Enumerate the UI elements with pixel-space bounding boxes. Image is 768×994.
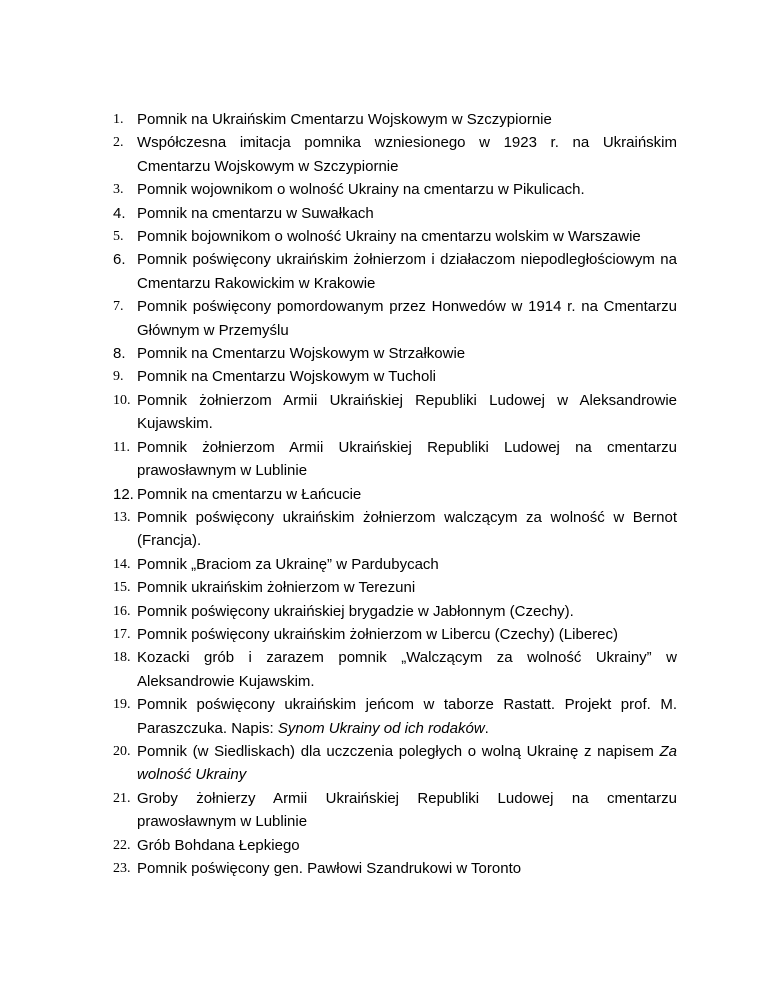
item-number: 16. [113, 603, 131, 619]
item-number: 23. [113, 861, 131, 876]
item-text: Pomnik poświęcony pomordowanym przez Honwedów w 1914 r. na Cmentarzu Głównym w Przemyślu [137, 298, 677, 339]
item-number: 3. [113, 182, 124, 198]
list-item [113, 857, 677, 880]
item-text: Pomnik żołnierzom Armii Ukraińskiej Republiki Ludowej w Aleksandrowie Kujawskim. [137, 391, 677, 433]
item-number: 13. [113, 509, 131, 525]
item-text: Grób Bohdana Łepkiego [137, 836, 300, 854]
list-item [113, 295, 677, 342]
item-number: 21. [113, 790, 131, 806]
list-item [113, 600, 677, 623]
item-number: 2. [113, 135, 124, 151]
item-text: Pomnik poświęcony ukraińskim żołnierzom i działaczom niepodległościowym na Cmentarzu Rakowickim w Krakowie [137, 251, 677, 292]
item-number: 10. [113, 392, 131, 408]
item-number: 22. [113, 837, 131, 853]
item-number: 12. [113, 485, 134, 503]
list-item [113, 225, 677, 248]
item-number: 17. [113, 626, 131, 642]
list-item [113, 483, 677, 506]
item-text: Pomnik na Ukraińskim Cmentarzu Wojskowym w Szczypiornie [137, 111, 552, 128]
item-text: Pomnik bojownikom o wolność Ukrainy na cmentarzu wolskim w Warszawie [137, 228, 641, 246]
item-text: Kozacki grób i zarazem pomnik „Walczącym za wolność Ukrainy” w Aleksandrowie Kujawskim. [137, 649, 677, 690]
item-text: Pomnik na Cmentarzu Wojskowym w Tucholi [137, 368, 436, 386]
item-text-italic: Za wolność Ukrainy [137, 742, 677, 784]
item-number: 18. [113, 650, 131, 666]
item-text: Groby żołnierzy Armii Ukraińskiej Republiki Ludowej na cmentarzu prawosławnym w Lublinie [137, 789, 677, 831]
list-item [113, 436, 677, 483]
item-text: Pomnik na Cmentarzu Wojskowym w Strzałkowie [137, 345, 466, 363]
list-item [113, 623, 677, 646]
item-text-italic: Synom Ukrainy od ich rodaków [277, 719, 485, 737]
list-item [113, 506, 677, 553]
list-item [113, 108, 677, 131]
item-number: 15. [113, 580, 131, 596]
list-item [113, 553, 677, 576]
list-item [113, 342, 677, 365]
list-item [113, 178, 677, 201]
item-number: 5. [113, 229, 124, 245]
list-item [113, 365, 677, 388]
item-text: Pomnik poświęcony ukraińskim żołnierzom w Libercu (Czechy) (Liberec) [137, 625, 618, 643]
item-number: 14. [113, 556, 131, 572]
item-number: 7. [113, 299, 124, 315]
list-item [113, 693, 677, 740]
item-text: Współczesna imitacja pomnika wzniesionego w 1923 r. na Ukraińskim Cmentarzu Wojskowym w Szczypiornie [137, 134, 677, 175]
item-number: 11. [113, 439, 130, 455]
item-text: Pomnik na cmentarzu w Łańcucie [137, 485, 362, 503]
item-text-after: . [484, 719, 489, 737]
list-item [113, 787, 677, 834]
item-text: Pomnik poświęcony ukraińskim żołnierzom walczącym za wolność w Bernot (Francja). [137, 508, 677, 550]
list-item [113, 131, 677, 178]
item-number: 19. [113, 697, 131, 713]
list-item [113, 202, 677, 225]
item-text [137, 693, 677, 740]
item-text: Pomnik poświęcony ukraińskiej brygadzie w Jabłonnym (Czechy). [137, 602, 574, 620]
item-number: 9. [113, 369, 124, 385]
item-number: 20. [113, 743, 131, 759]
item-number: 8. [113, 345, 126, 363]
item-text: Pomnik „Braciom za Ukrainę” w Pardubycach [137, 555, 439, 573]
item-text: Pomnik żołnierzom Armii Ukraińskiej Republiki Ludowej na cmentarzu prawosławnym w Lublinie [137, 438, 677, 480]
item-text [137, 740, 677, 787]
item-text: Pomnik poświęcony gen. Pawłowi Szandrukowi w Toronto [137, 860, 522, 877]
item-text: Pomnik na cmentarzu w Suwałkach [137, 204, 374, 222]
item-number: 6. [113, 251, 126, 269]
list-item [113, 248, 677, 295]
list-item [113, 740, 677, 787]
list-item [113, 389, 677, 436]
item-number: 4. [113, 204, 126, 222]
monument-list [113, 108, 677, 880]
item-text: Pomnik wojownikom o wolność Ukrainy na cmentarzu w Pikulicach. [137, 181, 585, 199]
list-item [113, 834, 677, 857]
item-number: 1. [113, 112, 124, 127]
item-text-main: Pomnik poświęcony ukraińskim jeńcom w taborze Rastatt. Projekt prof. M. Paraszczuka. Napis: [137, 696, 677, 737]
item-text-main: Pomnik (w Siedliskach) dla uczczenia poległych o wolną Ukrainę z napisem [137, 742, 660, 760]
item-text: Pomnik ukraińskim żołnierzom w Terezuni [137, 579, 416, 597]
list-item [113, 576, 677, 599]
list-item [113, 646, 677, 693]
